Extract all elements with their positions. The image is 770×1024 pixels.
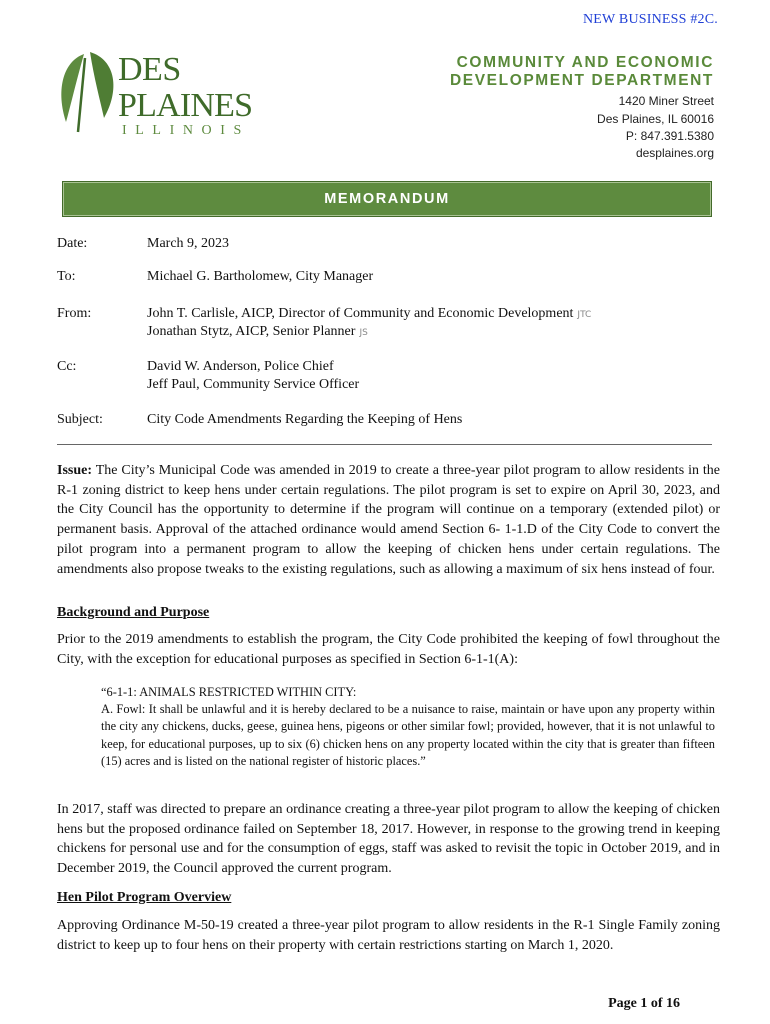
memorandum-banner bbox=[62, 181, 712, 217]
issue-label: Issue: bbox=[57, 463, 93, 478]
subject-value: City Code Amendments Regarding the Keeping of Hens bbox=[147, 412, 463, 427]
new-business-label: NEW BUSINESS #2C. bbox=[583, 12, 718, 27]
from-line-1 bbox=[147, 306, 591, 322]
logo-leaf-right bbox=[90, 52, 113, 118]
phone-number: P: 847.391.5380 bbox=[625, 129, 714, 143]
from-line-2-text: Jonathan Stytz, AICP, Senior Planner bbox=[147, 324, 356, 339]
header-divider bbox=[57, 444, 712, 445]
department-line-2: DEVELOPMENT DEPARTMENT bbox=[450, 72, 714, 89]
code-quote-block bbox=[101, 684, 715, 770]
page-number: Page 1 of 16 bbox=[608, 996, 680, 1011]
overview-paragraph: Approving Ordinance M-50-19 created a three-year pilot program to allow residents in the R-1 Single Family zoning district to keep up to four hens on their property with certain restrictions starting on March 1, 2020. bbox=[57, 918, 720, 953]
from-line-2 bbox=[147, 324, 368, 340]
from-label: From: bbox=[57, 306, 92, 321]
subject-label: Subject: bbox=[57, 412, 103, 427]
address-city: Des Plaines, IL 60016 bbox=[597, 112, 714, 126]
to-value: Michael G. Bartholomew, City Manager bbox=[147, 269, 374, 284]
background-paragraph: Prior to the 2019 amendments to establish the program, the City Code prohibited the keeping of fowl throughout the City, with the exception for educational purposes as specified in Section 6-1-1(A): bbox=[57, 632, 720, 667]
des-plaines-logo bbox=[54, 48, 284, 140]
date-value: March 9, 2023 bbox=[147, 236, 230, 251]
history-paragraph: In 2017, staff was directed to prepare an ordinance creating a three-year pilot program to allow the keeping of chicken hens but the proposed ordinance failed on September 18, 2017. However, in response to the growing trend in keeping chickens for personal use and for the consumption of eggs, staff was asked to revisit the topic in October 2019, and in December 2019, the Council approved the current program. bbox=[57, 802, 720, 877]
department-line-1: COMMUNITY AND ECONOMIC bbox=[456, 54, 714, 71]
cc-label: Cc: bbox=[57, 359, 77, 374]
website-link[interactable]: desplaines.org bbox=[635, 146, 714, 160]
logo-plaines: PLAINES bbox=[118, 87, 253, 124]
background-heading: Background and Purpose bbox=[57, 605, 210, 620]
overview-heading: Hen Pilot Program Overview bbox=[57, 890, 232, 905]
address-street: 1420 Miner Street bbox=[618, 94, 714, 108]
initials-signature-1: JTC bbox=[577, 310, 592, 320]
quote-title: “6-1-1: ANIMALS RESTRICTED WITHIN CITY: bbox=[101, 685, 357, 699]
from-line-1-text: John T. Carlisle, AICP, Director of Community and Economic Development bbox=[147, 306, 574, 321]
issue-paragraph bbox=[57, 461, 720, 579]
issue-text: The City’s Municipal Code was amended in 2019 to create a three-year pilot program to allow residents in the R-1 zoning district to keep hens under certain regulations. The pilot program is set to expire on April 30, 2023, and the City Council has the opportunity to determine if the program will continue on a temporary (extended pilot) or permanent basis. Approval of the attached ordinance would amend Section 6- 1-1.D of the City Code to convert the pilot program into a permanent program to allow the keeping of chicken hens under certain regulations. The amendments also propose tweaks to the existing regulations, such as allowing a maximum of six hens instead of four. bbox=[57, 463, 720, 577]
quote-text: A. Fowl: It shall be unlawful and it is hereby declared to be a nuisance to raise, maintain or have upon any property within the city any chickens, ducks, geese, guinea hens, pigeons or other similar fowl; provided, however, that it is not unlawful to keep, for educational purposes, up to six (6) chicken hens on any property located within the city that is greater than fifteen (15) acres and is listed on the national register of historic places.” bbox=[101, 702, 715, 768]
initials-signature-2: JS bbox=[359, 328, 368, 338]
logo-state: ILLINOIS bbox=[122, 123, 250, 138]
memorandum-title: MEMORANDUM bbox=[324, 191, 450, 207]
cc-line-1: David W. Anderson, Police Chief bbox=[147, 359, 334, 374]
cc-line-2: Jeff Paul, Community Service Officer bbox=[147, 377, 360, 392]
logo-des: DES bbox=[118, 51, 181, 88]
to-label: To: bbox=[57, 269, 76, 284]
date-label: Date: bbox=[57, 236, 88, 251]
